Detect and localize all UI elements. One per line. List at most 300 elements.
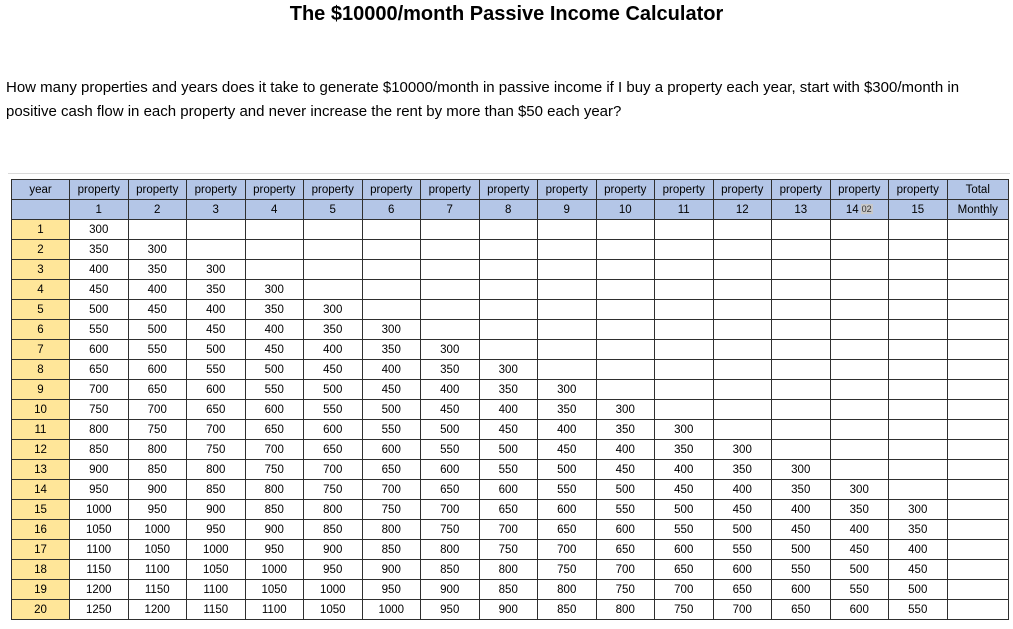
year-cell: 20 — [12, 600, 70, 620]
year-cell: 13 — [12, 460, 70, 480]
income-cell: 850 — [479, 580, 538, 600]
income-cell: 450 — [830, 540, 889, 560]
table-row — [12, 460, 1009, 480]
income-cell — [655, 400, 714, 420]
income-cell: 600 — [830, 600, 889, 620]
income-cell: 350 — [362, 340, 421, 360]
income-cell: 650 — [70, 360, 129, 380]
income-cell: 500 — [187, 340, 246, 360]
income-cell — [421, 320, 480, 340]
income-cell: 300 — [655, 420, 714, 440]
income-cell: 900 — [128, 480, 187, 500]
income-cell: 600 — [479, 480, 538, 500]
income-cell — [772, 240, 831, 260]
table-row — [12, 480, 1009, 500]
income-cell: 900 — [245, 520, 304, 540]
income-cell: 350 — [889, 520, 948, 540]
income-cell: 1000 — [362, 600, 421, 620]
header-property: property — [304, 180, 363, 200]
income-cell: 500 — [479, 440, 538, 460]
income-cell — [947, 580, 1009, 600]
income-cell: 800 — [596, 600, 655, 620]
income-cell: 450 — [889, 560, 948, 580]
income-cell: 700 — [713, 600, 772, 620]
income-cell: 400 — [889, 540, 948, 560]
income-cell — [713, 320, 772, 340]
income-cell: 950 — [128, 500, 187, 520]
table-row — [12, 420, 1009, 440]
income-cell — [947, 500, 1009, 520]
income-cell — [830, 260, 889, 280]
income-cell: 600 — [187, 380, 246, 400]
income-cell: 900 — [70, 460, 129, 480]
income-cell — [889, 380, 948, 400]
income-cell — [772, 220, 831, 240]
income-cell — [128, 220, 187, 240]
year-cell: 4 — [12, 280, 70, 300]
income-cell: 450 — [70, 280, 129, 300]
income-cell — [830, 360, 889, 380]
income-cell — [830, 340, 889, 360]
income-cell — [947, 320, 1009, 340]
income-cell — [830, 220, 889, 240]
header-label: 11 — [677, 203, 690, 216]
income-cell — [596, 280, 655, 300]
income-cell: 750 — [655, 600, 714, 620]
table-row — [12, 580, 1009, 600]
income-cell: 850 — [421, 560, 480, 580]
header-label: 14 — [845, 203, 859, 216]
table-row — [12, 540, 1009, 560]
year-cell: 7 — [12, 340, 70, 360]
income-cell — [947, 520, 1009, 540]
header-property: property — [830, 180, 889, 200]
income-cell — [479, 300, 538, 320]
income-cell — [713, 220, 772, 240]
table-row — [12, 600, 1009, 620]
income-cell: 350 — [187, 280, 246, 300]
income-cell: 450 — [772, 520, 831, 540]
income-cell — [479, 280, 538, 300]
income-cell — [889, 280, 948, 300]
year-cell: 1 — [12, 220, 70, 240]
income-cell: 450 — [655, 480, 714, 500]
header-label: 12 — [735, 203, 749, 216]
income-cell — [713, 240, 772, 260]
income-cell: 950 — [304, 560, 363, 580]
income-cell — [830, 400, 889, 420]
income-cell: 850 — [187, 480, 246, 500]
income-cell: 750 — [421, 520, 480, 540]
income-cell: 650 — [187, 400, 246, 420]
income-cell: 550 — [421, 440, 480, 460]
income-cell: 450 — [187, 320, 246, 340]
income-cell — [187, 240, 246, 260]
income-cell — [362, 260, 421, 280]
header-label: 10 — [618, 203, 632, 216]
income-cell: 1050 — [70, 520, 129, 540]
income-cell: 1000 — [128, 520, 187, 540]
question-text: How many properties and years does it take to generate $10000/month in passive income if I buy a property each year, start with $300/month in positive cash flow in each property and never increase the rent by more than $50 each year? — [6, 79, 960, 120]
income-cell — [362, 300, 421, 320]
header-property: property — [128, 180, 187, 200]
table-row — [12, 520, 1009, 540]
income-cell — [362, 280, 421, 300]
header-row — [12, 180, 1009, 200]
income-cell — [947, 340, 1009, 360]
income-cell: 1100 — [187, 580, 246, 600]
year-cell: 5 — [12, 300, 70, 320]
income-cell — [889, 340, 948, 360]
table-row — [12, 260, 1009, 280]
income-cell: 700 — [538, 540, 597, 560]
income-cell: 300 — [596, 400, 655, 420]
income-cell — [655, 220, 714, 240]
income-cell: 450 — [421, 400, 480, 420]
income-cell — [655, 260, 714, 280]
header-property-number — [889, 200, 948, 220]
income-cell — [655, 280, 714, 300]
income-cell: 550 — [187, 360, 246, 380]
income-cell — [772, 340, 831, 360]
income-cell — [947, 360, 1009, 380]
income-cell: 400 — [362, 360, 421, 380]
income-cell — [772, 400, 831, 420]
income-cell: 650 — [245, 420, 304, 440]
page-title: The $10000/month Passive Income Calculator — [289, 3, 724, 25]
income-cell: 550 — [538, 480, 597, 500]
header-property-number — [362, 200, 421, 220]
year-cell: 11 — [12, 420, 70, 440]
header-property-number — [538, 200, 597, 220]
income-cell: 1000 — [304, 580, 363, 600]
income-cell: 500 — [889, 580, 948, 600]
income-cell: 450 — [362, 380, 421, 400]
income-cell — [713, 420, 772, 440]
income-cell: 950 — [362, 580, 421, 600]
income-cell: 300 — [187, 260, 246, 280]
income-cell — [889, 260, 948, 280]
income-cell — [304, 280, 363, 300]
income-cell — [830, 420, 889, 440]
income-cell: 400 — [128, 280, 187, 300]
income-cell — [889, 440, 948, 460]
income-cell — [889, 320, 948, 340]
income-cell: 550 — [479, 460, 538, 480]
income-cell: 350 — [304, 320, 363, 340]
income-cell: 600 — [245, 400, 304, 420]
income-cell: 750 — [304, 480, 363, 500]
income-cell — [538, 320, 597, 340]
income-cell: 850 — [304, 520, 363, 540]
income-cell: 450 — [538, 440, 597, 460]
header-label: 1 — [95, 203, 102, 216]
income-cell — [479, 340, 538, 360]
income-cell — [304, 240, 363, 260]
income-cell — [655, 300, 714, 320]
income-cell: 300 — [538, 380, 597, 400]
header-property: property — [362, 180, 421, 200]
income-cell: 650 — [362, 460, 421, 480]
year-cell: 9 — [12, 380, 70, 400]
year-cell: 2 — [12, 240, 70, 260]
year-cell: 16 — [12, 520, 70, 540]
income-cell — [596, 360, 655, 380]
income-cell — [772, 300, 831, 320]
header-property-number — [128, 200, 187, 220]
income-cell — [889, 220, 948, 240]
income-cell: 1050 — [128, 540, 187, 560]
income-cell — [830, 320, 889, 340]
income-cell: 650 — [596, 540, 655, 560]
year-cell: 10 — [12, 400, 70, 420]
header-property: property — [596, 180, 655, 200]
year-cell: 3 — [12, 260, 70, 280]
income-cell: 300 — [245, 280, 304, 300]
table-row — [12, 300, 1009, 320]
income-cell — [538, 340, 597, 360]
income-cell: 300 — [128, 240, 187, 260]
header-property: property — [187, 180, 246, 200]
table-row — [12, 340, 1009, 360]
income-cell — [187, 220, 246, 240]
income-cell: 950 — [187, 520, 246, 540]
income-cell: 800 — [245, 480, 304, 500]
income-cell: 500 — [304, 380, 363, 400]
income-cell: 500 — [772, 540, 831, 560]
income-cell: 550 — [830, 580, 889, 600]
income-cell: 450 — [713, 500, 772, 520]
header-label: 15 — [911, 203, 925, 216]
income-cell — [713, 280, 772, 300]
income-cell: 1050 — [245, 580, 304, 600]
income-cell: 400 — [421, 380, 480, 400]
income-table — [11, 179, 1009, 620]
year-cell: 14 — [12, 480, 70, 500]
header-year-sub — [12, 200, 70, 220]
header-label: Monthly — [957, 203, 998, 216]
income-cell: 550 — [596, 500, 655, 520]
header-label: 7 — [446, 203, 453, 216]
header-label: 9 — [563, 203, 570, 216]
income-cell — [421, 240, 480, 260]
income-cell — [772, 420, 831, 440]
header-label: 3 — [212, 203, 219, 216]
income-cell: 1100 — [70, 540, 129, 560]
income-cell: 550 — [713, 540, 772, 560]
income-cell — [947, 220, 1009, 240]
header-property: property — [538, 180, 597, 200]
income-cell: 600 — [772, 580, 831, 600]
income-cell: 1200 — [70, 580, 129, 600]
income-cell: 350 — [421, 360, 480, 380]
header-property-number — [304, 200, 363, 220]
income-cell: 700 — [596, 560, 655, 580]
income-cell — [772, 380, 831, 400]
year-cell: 6 — [12, 320, 70, 340]
income-cell: 1000 — [70, 500, 129, 520]
header-property-number — [245, 200, 304, 220]
income-cell — [596, 340, 655, 360]
income-cell — [889, 240, 948, 260]
income-cell — [245, 220, 304, 240]
year-cell: 12 — [12, 440, 70, 460]
income-cell — [538, 360, 597, 380]
income-cell: 300 — [889, 500, 948, 520]
table-row — [12, 400, 1009, 420]
income-cell: 500 — [70, 300, 129, 320]
divider — [8, 173, 1010, 174]
income-cell: 650 — [772, 600, 831, 620]
income-cell: 500 — [245, 360, 304, 380]
income-cell — [947, 400, 1009, 420]
income-cell — [830, 240, 889, 260]
income-cell: 500 — [128, 320, 187, 340]
income-cell: 850 — [70, 440, 129, 460]
income-cell — [479, 320, 538, 340]
income-cell — [304, 260, 363, 280]
income-cell — [596, 220, 655, 240]
income-cell: 450 — [479, 420, 538, 440]
table-row — [12, 280, 1009, 300]
income-cell — [713, 380, 772, 400]
income-cell: 750 — [245, 460, 304, 480]
income-cell: 850 — [362, 540, 421, 560]
income-cell: 300 — [772, 460, 831, 480]
income-cell: 650 — [304, 440, 363, 460]
income-cell: 400 — [70, 260, 129, 280]
income-cell: 400 — [713, 480, 772, 500]
income-cell: 750 — [128, 420, 187, 440]
income-cell — [830, 280, 889, 300]
income-cell: 650 — [713, 580, 772, 600]
header-property-number — [772, 200, 831, 220]
income-cell — [889, 420, 948, 440]
year-cell: 8 — [12, 360, 70, 380]
income-cell — [304, 220, 363, 240]
income-cell: 1150 — [128, 580, 187, 600]
income-cell: 950 — [70, 480, 129, 500]
income-cell: 500 — [596, 480, 655, 500]
income-cell: 1000 — [245, 560, 304, 580]
header-property: property — [889, 180, 948, 200]
income-cell: 550 — [772, 560, 831, 580]
income-cell — [421, 220, 480, 240]
income-cell: 700 — [362, 480, 421, 500]
income-cell: 600 — [128, 360, 187, 380]
income-cell: 650 — [128, 380, 187, 400]
income-cell: 500 — [538, 460, 597, 480]
income-cell — [596, 260, 655, 280]
table-body — [12, 220, 1009, 620]
income-cell: 550 — [128, 340, 187, 360]
income-cell: 700 — [304, 460, 363, 480]
income-cell: 300 — [70, 220, 129, 240]
income-cell: 350 — [596, 420, 655, 440]
income-cell: 900 — [421, 580, 480, 600]
income-cell — [889, 400, 948, 420]
income-cell: 600 — [596, 520, 655, 540]
income-cell — [830, 440, 889, 460]
income-cell — [830, 460, 889, 480]
income-cell: 600 — [538, 500, 597, 520]
income-cell — [713, 360, 772, 380]
table-row — [12, 500, 1009, 520]
header-property-number — [713, 200, 772, 220]
income-cell: 600 — [421, 460, 480, 480]
income-cell — [655, 340, 714, 360]
income-cell — [947, 260, 1009, 280]
income-cell: 750 — [538, 560, 597, 580]
income-cell — [362, 220, 421, 240]
income-cell: 300 — [479, 360, 538, 380]
header-property-number — [830, 200, 889, 220]
income-cell — [421, 260, 480, 280]
income-cell: 800 — [479, 560, 538, 580]
table-row — [12, 380, 1009, 400]
income-cell — [947, 480, 1009, 500]
income-cell — [947, 280, 1009, 300]
year-cell: 19 — [12, 580, 70, 600]
header-year: year — [12, 180, 70, 200]
income-cell — [479, 260, 538, 280]
income-cell — [947, 540, 1009, 560]
table-row — [12, 560, 1009, 580]
income-cell — [362, 240, 421, 260]
income-cell — [830, 380, 889, 400]
header-monthly — [947, 200, 1009, 220]
income-cell: 400 — [596, 440, 655, 460]
income-cell — [830, 300, 889, 320]
income-cell: 550 — [70, 320, 129, 340]
income-cell — [889, 460, 948, 480]
income-cell — [947, 460, 1009, 480]
income-cell: 700 — [245, 440, 304, 460]
income-cell: 700 — [70, 380, 129, 400]
income-cell: 700 — [128, 400, 187, 420]
income-cell: 400 — [245, 320, 304, 340]
income-cell: 750 — [70, 400, 129, 420]
income-cell: 300 — [304, 300, 363, 320]
table-row — [12, 240, 1009, 260]
income-cell: 300 — [713, 440, 772, 460]
income-cell — [947, 380, 1009, 400]
header-property: property — [772, 180, 831, 200]
income-cell: 900 — [479, 600, 538, 620]
income-cell: 1100 — [128, 560, 187, 580]
cell-tag: 02 — [861, 203, 872, 214]
income-cell: 900 — [187, 500, 246, 520]
table-row — [12, 440, 1009, 460]
year-cell: 17 — [12, 540, 70, 560]
income-cell — [772, 320, 831, 340]
income-cell — [713, 400, 772, 420]
income-cell — [772, 360, 831, 380]
income-cell: 300 — [830, 480, 889, 500]
income-cell: 900 — [304, 540, 363, 560]
income-cell: 550 — [362, 420, 421, 440]
income-cell — [538, 260, 597, 280]
income-cell: 750 — [479, 540, 538, 560]
header-property: property — [421, 180, 480, 200]
income-cell: 800 — [304, 500, 363, 520]
income-cell — [245, 240, 304, 260]
table-header — [12, 180, 1009, 220]
income-cell — [479, 220, 538, 240]
header-label: 6 — [388, 203, 395, 216]
income-cell: 350 — [655, 440, 714, 460]
income-cell: 1100 — [245, 600, 304, 620]
